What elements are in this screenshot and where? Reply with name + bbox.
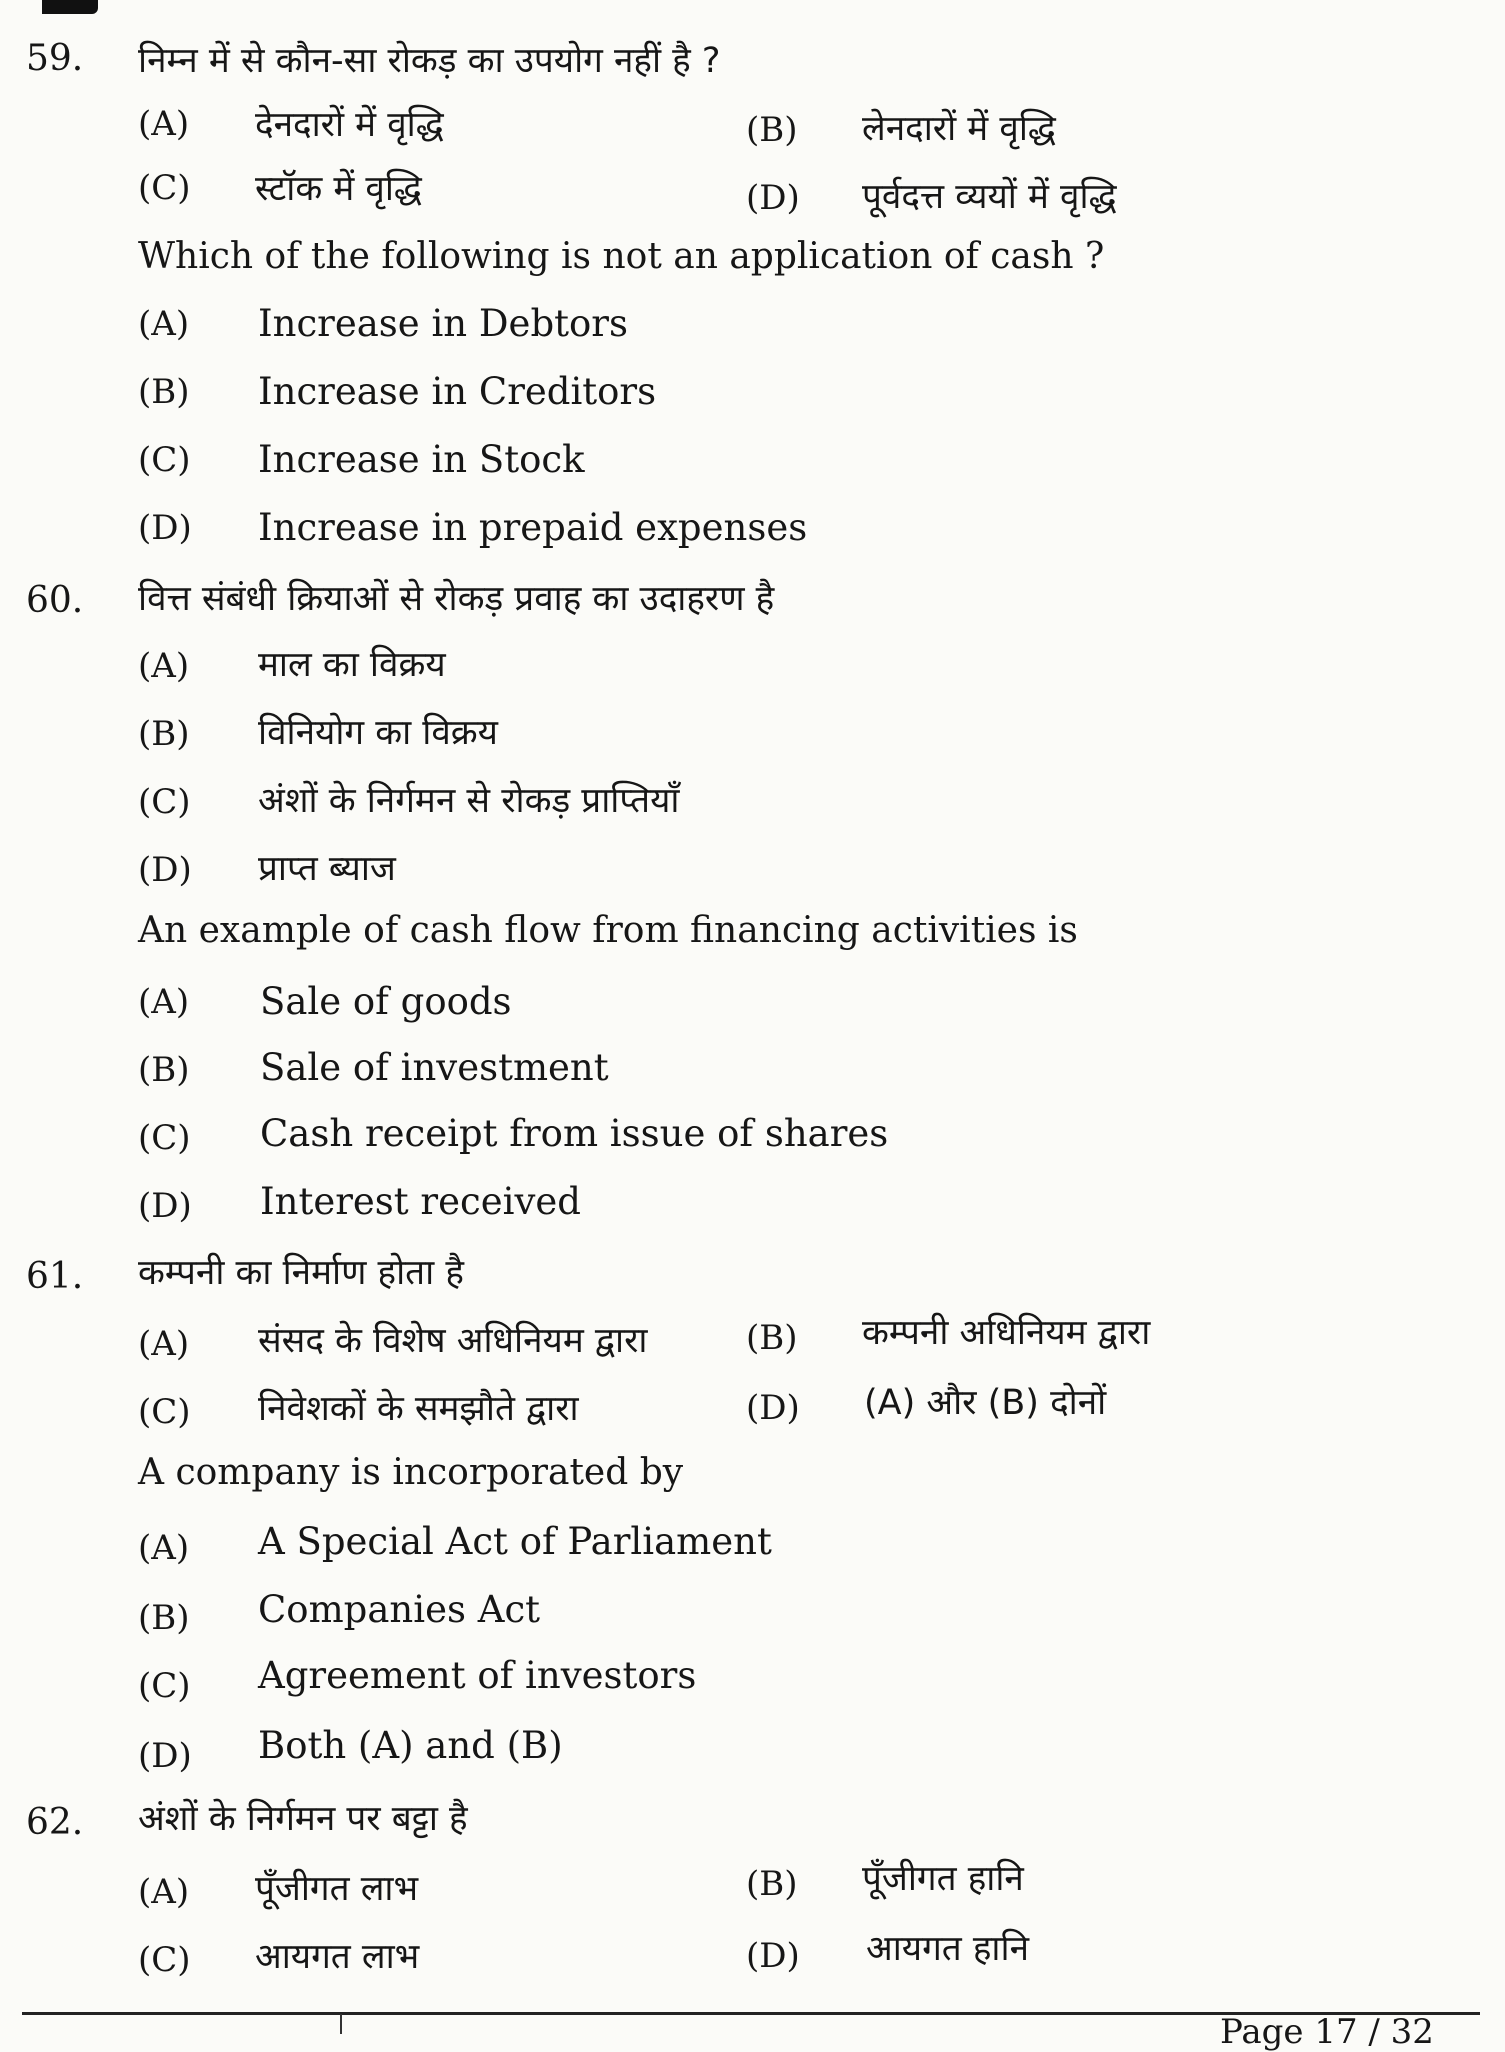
option-text-english: Increase in Creditors bbox=[258, 370, 657, 413]
option-text-english: Increase in Debtors bbox=[258, 302, 628, 345]
option-text-hindi: कम्पनी अधिनियम द्वारा bbox=[862, 1313, 1151, 1353]
option-label: (C) bbox=[138, 1392, 191, 1432]
question-stem-english: A company is incorporated by bbox=[138, 1452, 684, 1493]
option-label: (B) bbox=[138, 372, 190, 412]
question-number: 60. bbox=[26, 580, 84, 621]
question-stem-english: Which of the following is not an application of cash ? bbox=[138, 236, 1105, 277]
option-text-hindi: देनदारों में वृद्धि bbox=[255, 105, 444, 145]
option-label: (C) bbox=[138, 1940, 191, 1980]
option-label: (A) bbox=[138, 1324, 190, 1364]
option-text-hindi: स्टॉक में वृद्धि bbox=[255, 169, 422, 209]
option-text-english: Sale of goods bbox=[260, 980, 512, 1023]
option-text-english: Companies Act bbox=[258, 1588, 541, 1631]
option-label: (D) bbox=[138, 850, 192, 890]
footer-divider bbox=[340, 2014, 342, 2034]
question-number: 61. bbox=[26, 1256, 84, 1297]
option-label: (C) bbox=[138, 1118, 191, 1158]
option-label: (A) bbox=[138, 982, 190, 1022]
option-label: (C) bbox=[138, 440, 191, 480]
question-stem-hindi: निम्न में से कौन-सा रोकड़ का उपयोग नहीं है ? bbox=[138, 41, 721, 81]
option-text-hindi: आयगत हानि bbox=[866, 1929, 1029, 1969]
option-label: (C) bbox=[138, 168, 191, 208]
page-number: Page 17 / 32 bbox=[1220, 2012, 1434, 2052]
question-stem-english: An example of cash flow from financing activities is bbox=[138, 910, 1078, 951]
option-label: (B) bbox=[138, 1050, 190, 1090]
option-label: (D) bbox=[138, 1186, 192, 1226]
option-text-hindi: माल का विक्रय bbox=[258, 645, 446, 685]
question-number: 62. bbox=[26, 1802, 84, 1843]
option-text-hindi: निवेशकों के समझौते द्वारा bbox=[258, 1389, 579, 1429]
option-text-english: Sale of investment bbox=[260, 1046, 609, 1089]
option-text-hindi: पूर्वदत्त व्ययों में वृद्धि bbox=[862, 177, 1117, 217]
option-text-english: Interest received bbox=[260, 1180, 581, 1223]
option-text-hindi: संसद के विशेष अधिनियम द्वारा bbox=[258, 1321, 648, 1361]
option-label: (D) bbox=[746, 1936, 800, 1976]
option-text-english: Increase in Stock bbox=[258, 438, 585, 481]
option-label: (C) bbox=[138, 782, 191, 822]
option-label: (B) bbox=[138, 1598, 190, 1638]
corner-mark bbox=[42, 0, 98, 14]
option-label: (A) bbox=[138, 1872, 190, 1912]
option-text-english: Both (A) and (B) bbox=[258, 1724, 563, 1767]
option-label: (A) bbox=[138, 304, 190, 344]
option-text-hindi: विनियोग का विक्रय bbox=[258, 713, 498, 753]
option-label: (A) bbox=[138, 1528, 190, 1568]
option-text-english: A Special Act of Parliament bbox=[258, 1520, 772, 1563]
option-text-hindi: प्राप्त ब्याज bbox=[258, 849, 396, 889]
option-text-hindi: आयगत लाभ bbox=[255, 1937, 420, 1977]
option-label: (B) bbox=[138, 714, 190, 754]
option-label: (B) bbox=[746, 1864, 798, 1904]
option-text-hindi: (A) और (B) दोनों bbox=[864, 1383, 1107, 1423]
question-stem-hindi: कम्पनी का निर्माण होता है bbox=[138, 1253, 464, 1293]
option-label: (D) bbox=[138, 508, 192, 548]
option-label: (B) bbox=[746, 110, 798, 150]
option-text-english: Cash receipt from issue of shares bbox=[260, 1112, 889, 1155]
option-label: (D) bbox=[746, 1388, 800, 1428]
option-label: (B) bbox=[746, 1318, 798, 1358]
option-text-hindi: पूँजीगत लाभ bbox=[255, 1869, 419, 1909]
question-number: 59. bbox=[26, 38, 84, 79]
question-stem-hindi: अंशों के निर्गमन पर बट्टा है bbox=[138, 1799, 468, 1839]
question-stem-hindi: वित्त संबंधी क्रियाओं से रोकड़ प्रवाह का उदाहरण है bbox=[138, 579, 775, 619]
option-text-english: Increase in prepaid expenses bbox=[258, 506, 808, 549]
option-text-english: Agreement of investors bbox=[258, 1654, 697, 1697]
option-label: (A) bbox=[138, 646, 190, 686]
option-label: (C) bbox=[138, 1666, 191, 1706]
option-text-hindi: अंशों के निर्गमन से रोकड़ प्राप्तियाँ bbox=[258, 781, 680, 821]
option-label: (A) bbox=[138, 104, 190, 144]
option-text-hindi: पूँजीगत हानि bbox=[862, 1859, 1024, 1899]
option-label: (D) bbox=[746, 178, 800, 218]
option-label: (D) bbox=[138, 1736, 192, 1776]
option-text-hindi: लेनदारों में वृद्धि bbox=[862, 109, 1056, 149]
